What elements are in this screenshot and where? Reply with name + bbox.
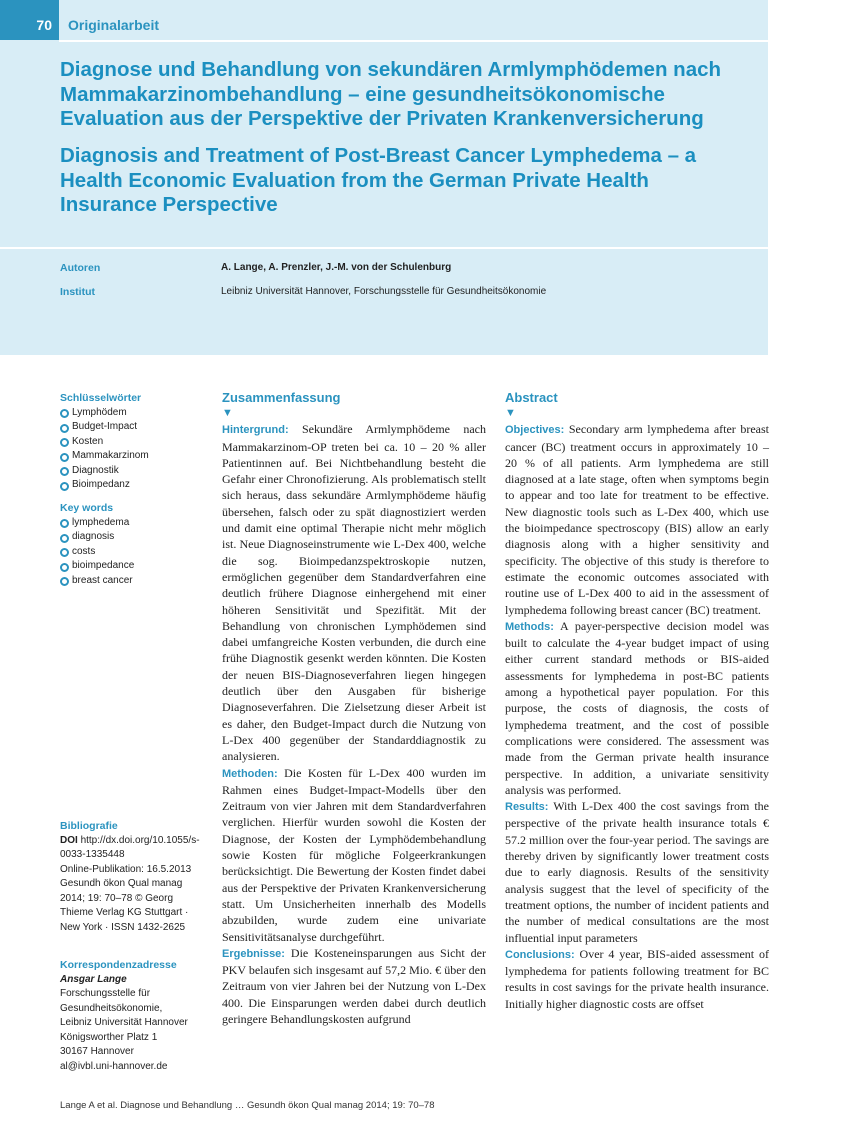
address-line: Gesundheitsökonomie, bbox=[60, 1002, 163, 1014]
triangle-down-icon: ▼ bbox=[222, 407, 233, 420]
page-number: 70 bbox=[36, 17, 52, 33]
institute-label: Institut bbox=[60, 286, 95, 298]
online-publication: Online-Publikation: 16.5.2013 bbox=[60, 863, 192, 875]
bullet-icon bbox=[60, 424, 69, 433]
abstract-heading: Abstract bbox=[505, 390, 558, 405]
keyword-item: Budget-Impact bbox=[60, 420, 149, 435]
hintergrund-text: Sekundäre Armlymphödeme nach Mammakarzinom-OP treten bei ca. 10 – 20 % aller Patientinnen auf. Bei Nichtbehandlung besteht die Gefahr einer Chronofizierung. Als problematisch stellt sich heraus, dass sekundäre Armlymphödeme häufig übersehen, falsch oder zu spät diagnostiziert werden und damit eine optimal Therapie nicht mehr möglich ist. Neue Diagnoseinstrumente wie L-Dex 400, welche die sog. Bioimpedanzspektroskopie nutzen, ermöglichen gegenüber dem Standardverfahren eine deutlich frühere Diagnose einhergehend mit einer höheren Sensitivität und Spezifität. Mit der Behandlung von chronischen Lymphödemen sind dabei umfangreiche Kosten verbunden, die durch eine frühe Diagnostik gesenkt werden könnten. Die Kosten der neuen BIS-Diagnoseverfahren liegen hingegen deutlich über den Ausgaben für bisherige Diagnoseverfahren. Die Zielsetzung dieser Arbeit ist es daher, den Budget-Impact durch die Nutzung von L-Dex 400 gegenüber der Standarddiagnostik zu analysieren. bbox=[222, 422, 487, 764]
section-label: Originalarbeit bbox=[68, 17, 160, 33]
keyword-item: Lymphödem bbox=[60, 406, 149, 421]
header-divider-top bbox=[59, 40, 768, 42]
conclusions-label: Conclusions: bbox=[505, 948, 575, 961]
triangle-down-icon: ▼ bbox=[505, 407, 516, 420]
title-english: Diagnosis and Treatment of Post-Breast Cancer Lymphedema – a Health Economic Evaluation from the German Private Health Insurance Perspective bbox=[60, 144, 697, 216]
keywords-de-block bbox=[60, 391, 149, 493]
correspondence-heading: Korrespondenzadresse bbox=[60, 959, 177, 971]
objectives-label: Objectives: bbox=[505, 424, 565, 437]
keywords-en-block bbox=[60, 501, 134, 588]
keywords-en-heading: Key words bbox=[60, 502, 114, 514]
zusammenfassung-heading: Zusammenfassung bbox=[222, 390, 341, 405]
bullet-icon bbox=[60, 438, 69, 447]
methods-text: A payer-perspective decision model was built to calculate the 4-year budget impact of using either current standard methods or BIS-aided assessments for lymphedema in post-BC patients among a hypothetical payer population. For this purpose, the costs of diagnosis, the costs of lymphedema treatment, and the cost of possible complications were considered. The assessment was made from the German private health insurance perspective. In addition, a univariate sensitivity analysis was performed. bbox=[505, 618, 769, 797]
doi-link[interactable]: http://dx.doi.org/10.1055/s-0033-1335448 bbox=[60, 834, 200, 860]
objectives-text: Secondary arm lymphedema after breast cancer (BC) treatment occurs in approximately 10 – 20 % of all patients. Arm lymphedema are still diagnosed at a late stage, often when symptoms begin to appear and too late for treatment to be effective. New diagnostic tools such as L-Dex 400, which use the bioimpedance spectroscopy (BIS) allow an early diagnosis along with a higher sensitivity and specificity. The objective of this study is therefore to estimate the economic outcomes associated with routine use of L-Dex 400 to aid in the assessment of lymphedema following breast cancer (BC) treatment. bbox=[505, 422, 770, 617]
address-line: Forschungsstelle für bbox=[60, 988, 151, 999]
bullet-icon bbox=[60, 548, 69, 557]
ergebnisse-paragraph bbox=[222, 945, 486, 1027]
results-label: Results: bbox=[505, 801, 549, 814]
correspondence-block bbox=[60, 958, 210, 1074]
bullet-icon bbox=[60, 577, 69, 586]
bullet-icon bbox=[60, 482, 69, 491]
bullet-icon bbox=[60, 453, 69, 462]
bullet-icon bbox=[60, 467, 69, 476]
keyword-item: bioimpedance bbox=[60, 559, 134, 574]
methods-paragraph bbox=[505, 618, 769, 798]
address-line: Königsworther Platz 1 bbox=[60, 1031, 158, 1043]
ergebnisse-text: Die Kosteneinsparungen aus Sicht der PKV belaufen sich insgesamt auf 57,2 Mio. € über den Zeitraum von vier Jahren bei der Nutzung von L-Dex 400. Die Einsparungen werden dabei durch deutlich geringere Behandlungskosten aufgrund bbox=[222, 945, 486, 1026]
journal-info: Gesundh ökon Qual manag 2014; 19: 70–78 © Georg Thieme Verlag KG Stuttgart · New York · ISSN 1432-2625 bbox=[60, 878, 189, 933]
doi-label: DOI bbox=[60, 834, 78, 846]
header-divider-bottom bbox=[0, 247, 768, 249]
conclusions-paragraph bbox=[505, 946, 769, 1012]
abstract-column bbox=[505, 390, 769, 1012]
hintergrund-paragraph bbox=[222, 421, 486, 764]
hintergrund-label: Hintergrund: bbox=[222, 424, 289, 437]
doi-line bbox=[60, 834, 205, 863]
title-german: Diagnose und Behandlung von sekundären Armlymphödemen nach Mammakarzinombehandlung – eine gesundheitsökonomische Evaluation aus der Perspektive der Privaten Krankenversicherung bbox=[60, 58, 722, 130]
results-text: With L-Dex 400 the cost savings from the perspective of the private health insurance totals € 57.2 million over the four-year period. The savings are thereby driven by significantly lower treatment costs due to early diagnosis. Results of the sensitivity analysis suggest that the level of specificity of the treatment options, the number of incident patients and the number of medical consultations are the most influential input parameters bbox=[505, 799, 769, 945]
bibliography-block bbox=[60, 819, 205, 935]
bullet-icon bbox=[60, 563, 69, 572]
correspondence-name: Ansgar Lange bbox=[60, 973, 127, 985]
keyword-item: Diagnostik bbox=[60, 464, 149, 479]
bibliography-heading: Bibliografie bbox=[60, 820, 118, 832]
keyword-item: breast cancer bbox=[60, 574, 134, 589]
authors: A. Lange, A. Prenzler, J.-M. von der Schulenburg bbox=[221, 262, 452, 273]
bullet-icon bbox=[60, 519, 69, 528]
methoden-label: Methoden: bbox=[222, 767, 278, 780]
ergebnisse-label: Ergebnisse: bbox=[222, 947, 285, 960]
address-line: Leibniz Universität Hannover bbox=[60, 1017, 188, 1028]
bullet-icon bbox=[60, 409, 69, 418]
keyword-item: Mammakarzinom bbox=[60, 449, 149, 464]
footer-citation: Lange A et al. Diagnose und Behandlung … Gesundh ökon Qual manag 2014; 19: 70–78 bbox=[60, 1100, 435, 1111]
bullet-icon bbox=[60, 534, 69, 543]
address-line: 30167 Hannover bbox=[60, 1046, 134, 1057]
conclusions-text: Over 4 year, BIS-aided assessment of lymphedema for patients following treatment for BC results in cost savings for the private health insurance. Initially higher diagnostic costs are offset bbox=[505, 946, 770, 1011]
results-paragraph bbox=[505, 798, 769, 946]
zusammenfassung-column bbox=[222, 390, 486, 1027]
objectives-paragraph bbox=[505, 421, 769, 618]
email-link[interactable]: al@ivbl.uni-hannover.de bbox=[60, 1060, 168, 1072]
keywords-de-heading: Schlüsselwörter bbox=[60, 392, 142, 404]
methoden-text: Die Kosten für L-Dex 400 wurden im Rahmen eines Budget-Impact-Modells über den Zeitraum von vier Jahren mit dem Standardverfahren verglichen. Hierfür wurden sowohl die Kosten der Diagnose, der Kosten der Lymphödembehandlung sowie Kosten für mögliche Folgeerkrankungen berücksichtigt. Die Bewertung der Kosten findet dabei aus der Perspektive der Privaten Krankenversicherung statt. Um Unsicherheiten innerhalb des Modells abzubilden, wurde zudem eine univariate Sensitivitätsanalyse durchgeführt. bbox=[222, 765, 487, 944]
authors-label: Autoren bbox=[60, 262, 101, 274]
keyword-item: Bioimpedanz bbox=[60, 478, 149, 493]
keyword-item: diagnosis bbox=[60, 530, 134, 545]
keyword-item: lymphedema bbox=[60, 516, 134, 531]
keyword-item: Kosten bbox=[60, 435, 149, 450]
institute: Leibniz Universität Hannover, Forschungsstelle für Gesundheitsökonomie bbox=[221, 286, 547, 297]
keyword-item: costs bbox=[60, 545, 134, 560]
page-number-box bbox=[0, 0, 59, 40]
methoden-paragraph bbox=[222, 765, 486, 945]
methods-label: Methods: bbox=[505, 620, 554, 633]
